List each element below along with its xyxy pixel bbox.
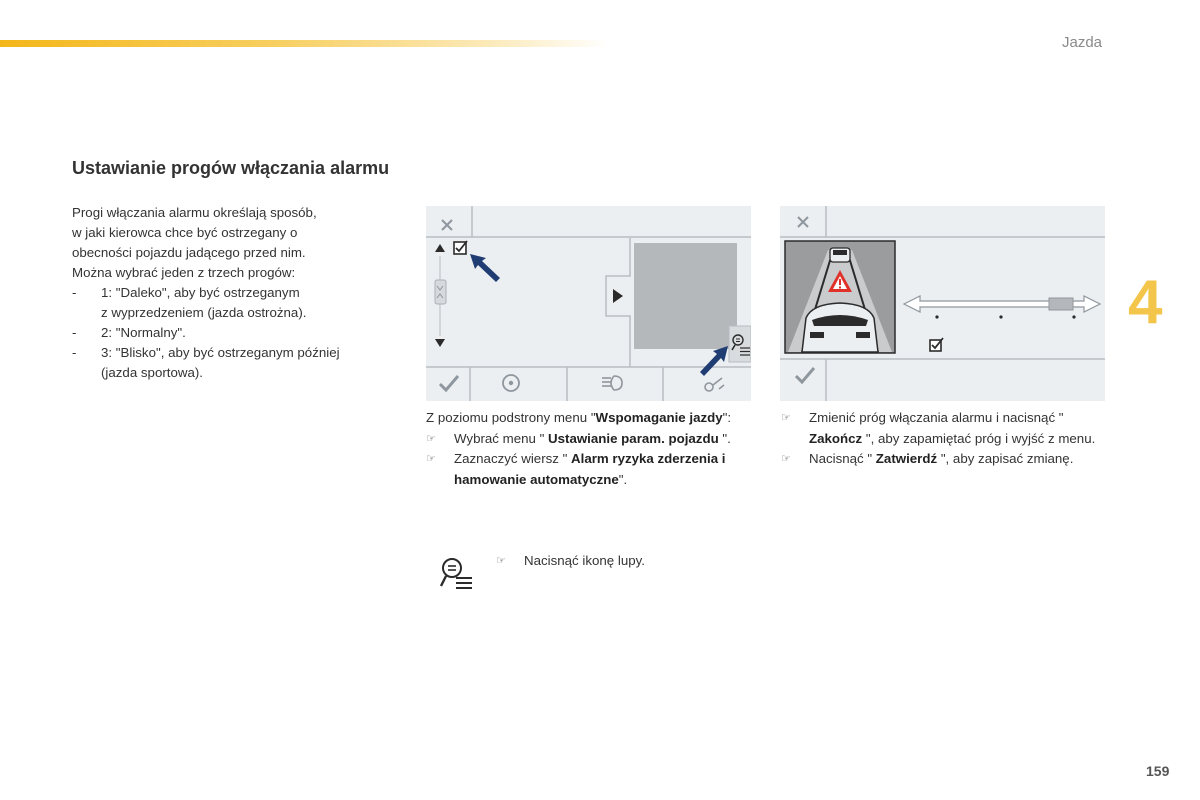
chapter-number: 4 (1128, 268, 1163, 337)
magnifier-list-icon (439, 556, 475, 592)
step-keyword: Zatwierdź (875, 451, 938, 466)
header-accent-bar (0, 40, 610, 47)
threshold-list (72, 283, 392, 383)
step-list (496, 551, 736, 572)
pointing-hand-icon: ☞ (426, 432, 436, 445)
pointing-hand-icon: ☞ (781, 453, 791, 465)
threshold-item (72, 323, 392, 343)
menu-intro (426, 408, 751, 429)
pointing-hand-icon: ☞ (496, 555, 506, 567)
checkbox-icon (454, 241, 467, 254)
step-item (426, 449, 751, 490)
section-title: Jazda (1062, 34, 1103, 51)
step-text: Nacisnąć ikonę lupy. (524, 553, 645, 568)
dash-marker: - (72, 285, 77, 300)
magnifier-instruction (496, 551, 736, 572)
step-keyword: Ustawianie param. pojazdu (548, 430, 719, 446)
step-text: ", aby zapamiętać próg i wyjść z menu. (862, 430, 1096, 446)
intro-line: w jaki kierowca chce być ostrzegany o (72, 225, 298, 240)
item-line: 2: "Normalny". (101, 325, 186, 340)
pointing-hand-icon: ☞ (781, 412, 791, 424)
threshold-item (72, 283, 392, 323)
step-list (426, 429, 751, 491)
left-body (72, 203, 392, 383)
step-item (781, 449, 1103, 470)
step-list (781, 408, 1103, 470)
step-text: ", aby zapisać zmianę. (937, 451, 1074, 466)
checkbox-icon (930, 338, 943, 351)
item-line: 1: "Daleko", aby być ostrzeganym (101, 285, 300, 300)
intro-line: Można wybrać jeden z trzech progów: (72, 265, 296, 280)
step-item (781, 408, 1103, 449)
intro-line: obecności pojazdu jadącego przed nim. (72, 245, 306, 260)
step-keyword: Zakończ (809, 430, 863, 446)
touchscreen-menu-illustration (426, 206, 751, 401)
threshold-item (72, 343, 392, 383)
step-text: Wybrać menu " (454, 430, 549, 446)
step-text: Zaznaczyć wiersz " (454, 451, 572, 466)
middle-instructions (426, 408, 751, 490)
step-keyword: Alarm ryzyka zderzenia i hamowanie automatyczne (454, 451, 726, 487)
step-text: ". (618, 471, 628, 487)
alert-threshold-screen-illustration (780, 206, 1105, 401)
right-instructions (781, 408, 1103, 470)
item-line: 3: "Blisko", aby być ostrzeganym później (101, 345, 340, 360)
page-number: 159 (1146, 763, 1170, 779)
item-line: (jazda sportowa). (101, 365, 203, 380)
step-text: Nacisnąć " (809, 451, 876, 466)
intro-line: Progi włączania alarmu określają sposób, (72, 205, 317, 220)
intro-text: ": (722, 410, 732, 425)
dash-marker: - (72, 345, 77, 360)
step-item (426, 429, 751, 450)
pointing-hand-icon: ☞ (426, 453, 436, 465)
step-text: ". (718, 430, 731, 446)
menu-name: Wspomaganie jazdy (595, 410, 723, 425)
step-text: Zmienić próg włączania alarmu i nacisnąć " (809, 410, 1064, 425)
section-heading: Ustawianie progów włączania alarmu (72, 158, 390, 178)
item-line: z wyprzedzeniem (jazda ostrożna). (101, 305, 307, 320)
collision-warning-graphic (785, 241, 895, 353)
step-item (496, 551, 736, 572)
intro-text: Z poziomu podstrony menu " (426, 410, 596, 425)
dash-marker: - (72, 325, 77, 340)
